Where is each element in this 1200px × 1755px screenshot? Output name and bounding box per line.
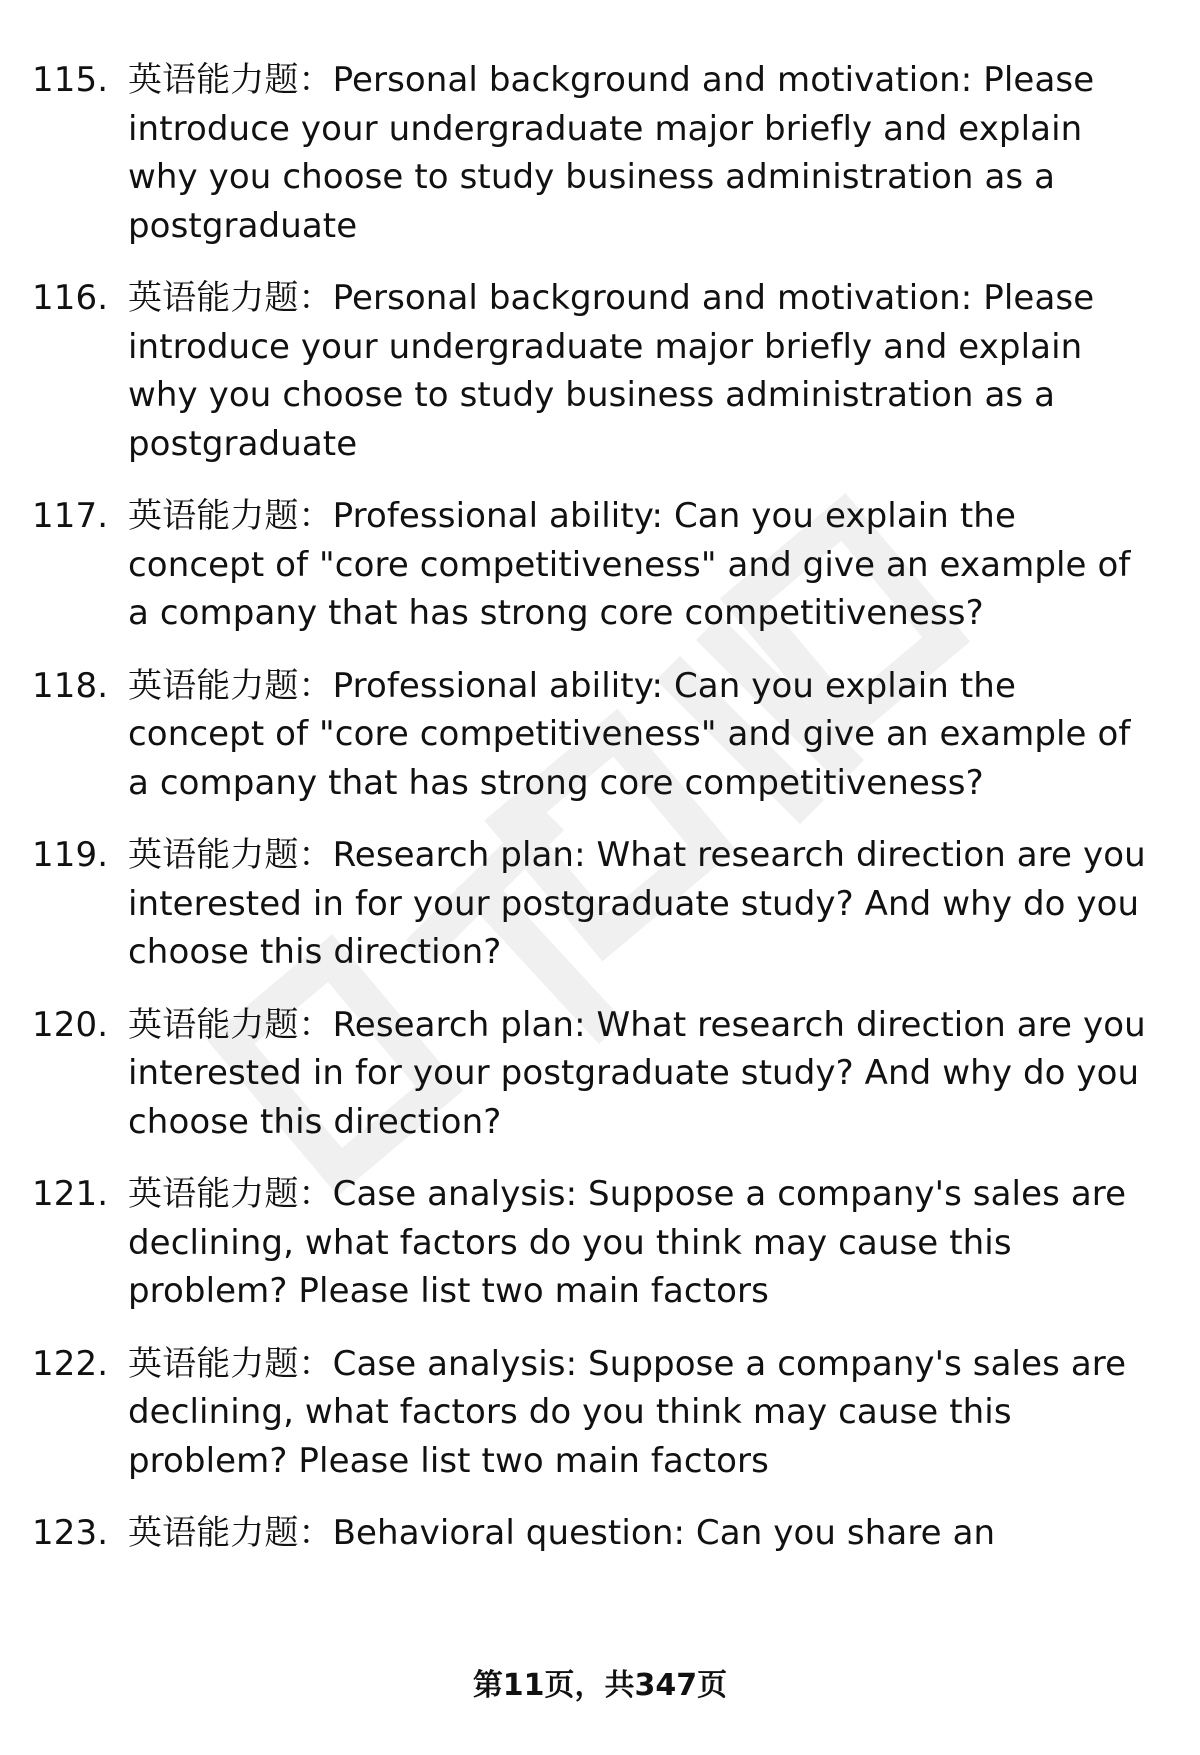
question-prefix: 英语能力题： (128, 278, 333, 318)
question-prefix: 英语能力题： (128, 1513, 333, 1553)
question-prefix: 英语能力题： (128, 60, 333, 100)
question-text: Professional ability: Can you explain the concept of "core competitiveness" and give an example of a company that has strong core competitiveness? (128, 496, 1131, 633)
question-body (128, 274, 1154, 468)
question-item (0, 1340, 1200, 1486)
question-list (0, 56, 1200, 1582)
question-item (0, 831, 1200, 977)
question-number: 121. (32, 1174, 109, 1214)
question-body (128, 1340, 1154, 1486)
question-text: Personal background and motivation: Please introduce your undergraduate major briefly and explain why you choose to study business administration as a postgraduate (128, 60, 1095, 246)
question-number: 120. (32, 1004, 109, 1045)
question-prefix: 英语能力题： (128, 665, 333, 706)
question-prefix: 英语能力题： (128, 496, 333, 536)
question-body (128, 831, 1154, 977)
question-prefix: 英语能力题： (128, 1174, 333, 1214)
question-item (0, 56, 1200, 250)
question-body (128, 1170, 1154, 1316)
question-item (0, 1001, 1200, 1147)
question-body (128, 492, 1154, 638)
question-prefix: 英语能力题： (128, 835, 333, 875)
question-prefix: 英语能力题： (128, 1343, 333, 1384)
question-item (0, 492, 1200, 638)
question-body (128, 1509, 1154, 1558)
question-number: 117. (32, 496, 109, 536)
question-body (128, 662, 1154, 808)
question-item (0, 662, 1200, 808)
question-number: 122. (32, 1343, 109, 1384)
question-text: Behavioral question: Can you share an (332, 1513, 996, 1553)
question-item (0, 274, 1200, 468)
question-item (0, 1509, 1200, 1558)
question-number: 115. (32, 60, 109, 100)
question-number: 116. (32, 278, 109, 318)
question-text: Professional ability: Can you explain the concept of "core competitiveness" and give an example of a company that has strong core competitiveness? (128, 665, 1131, 803)
question-number: 118. (32, 665, 109, 706)
question-number: 119. (32, 835, 109, 875)
question-text: Personal background and motivation: Please introduce your undergraduate major briefly and explain why you choose to study business administration as a postgraduate (128, 278, 1095, 464)
question-number: 123. (32, 1513, 109, 1553)
question-item (0, 1170, 1200, 1316)
question-text: Research plan: What research direction are you interested in for your postgraduate study? And why do you choose this direction? (128, 835, 1146, 972)
question-body (128, 56, 1154, 250)
question-text: Case analysis: Suppose a company's sales are declining, what factors do you think may cause this problem? Please list two main factors (128, 1343, 1127, 1481)
question-text: Case analysis: Suppose a company's sales are declining, what factors do you think may cause this problem? Please list two main factors (128, 1174, 1127, 1311)
page-number-footer: 第11页，共347页 (472, 1668, 728, 1703)
question-prefix: 英语能力题： (128, 1004, 333, 1045)
question-text: Research plan: What research direction are you interested in for your postgraduate study? And why do you choose this direction? (128, 1004, 1146, 1142)
question-body (128, 1001, 1154, 1147)
